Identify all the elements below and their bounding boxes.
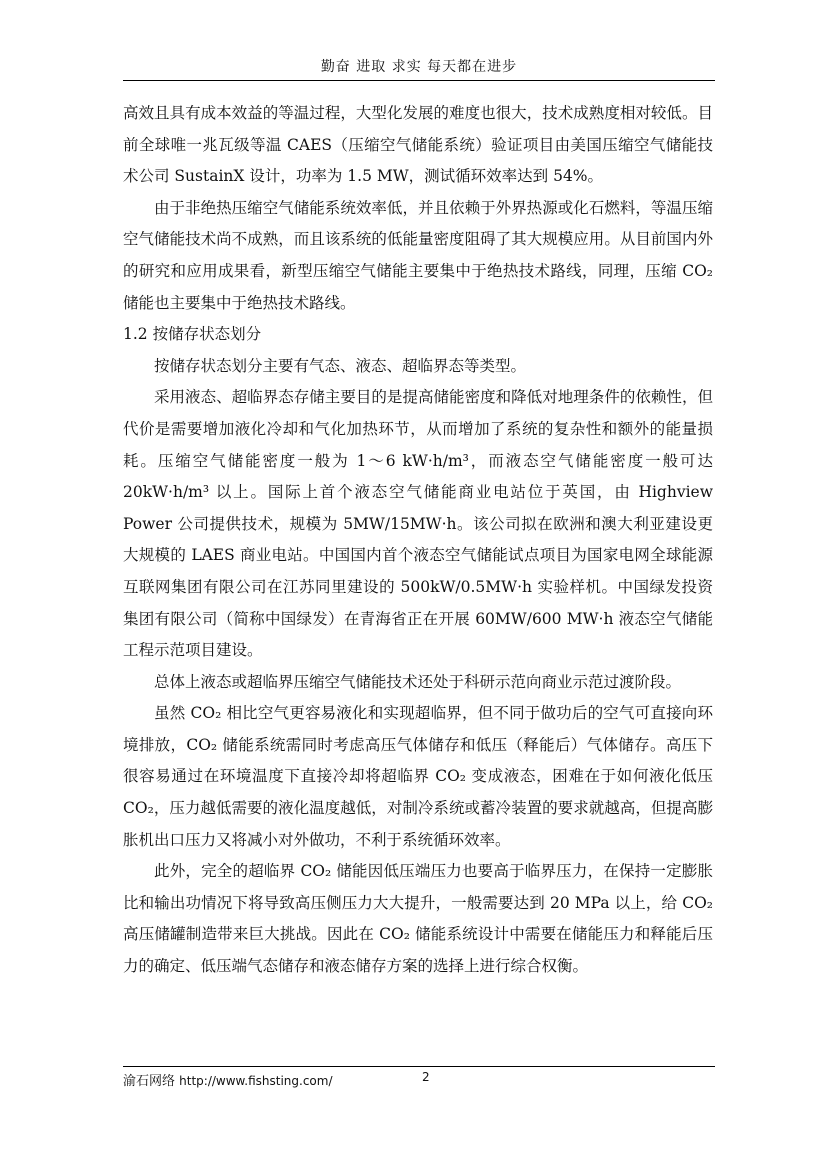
paragraph-7: 此外，完全的超临界 CO₂ 储能因低压端压力也要高于临界压力，在保持一定膨胀比和输出功情况下将导致高压侧压力大大提升，一般需要达到 20 MPa 以上，给 CO₂ 高压储罐制造带来巨大挑战。因此在 CO₂ 储能系统设计中需要在储能压力和释能后压力的确定、低压端气态储存和液态储存方案的选择上进行综合权衡。 <box>123 862 713 976</box>
header-divider <box>123 80 715 81</box>
footer-url[interactable]: http://www.fishsting.com/ <box>179 1074 333 1088</box>
footer-divider <box>123 1066 715 1067</box>
page-header: 勤奋 进取 求实 每天都在进步 <box>320 59 518 75</box>
paragraph-5: 总体上液态或超临界压缩空气储能技术还处于科研示范向商业示范过渡阶段。 <box>154 672 682 691</box>
page-footer <box>123 1070 430 1089</box>
paragraph-1: 高效且具有成本效益的等温过程，大型化发展的难度也很大，技术成熟度相对较低。目前全球唯一兆瓦级等温 CAES（压缩空气储能系统）验证项目由美国压缩空气储能技术公司 SustainX 设计，功率为 1.5 MW，测试循环效率达到 54%。 <box>123 104 713 186</box>
page-number: 2 <box>422 1070 430 1084</box>
paragraph-2: 由于非绝热压缩空气储能系统效率低，并且依赖于外界热源或化石燃料，等温压缩空气储能技术尚不成熟，而且该系统的低能量密度阻碍了其大规模应用。从目前国内外的研究和应用成果看，新型压缩空气储能主要集中于绝热技术路线，同理，压缩 CO₂ 储能也主要集中于绝热技术路线。 <box>123 198 713 312</box>
paragraph-3: 按储存状态划分主要有气态、液态、超临界态等类型。 <box>154 356 527 375</box>
paragraph-6: 虽然 CO₂ 相比空气更容易液化和实现超临界，但不同于做功后的空气可直接向环境排放，CO₂ 储能系统需同时考虑高压气体储存和低压（释能后）气体储存。高压下很容易通过在环境温度下直接冷却将超临界 CO₂ 变成液态，困难在于如何液化低压 CO₂，压力越低需要的液化温度越低，对制冷系统或蓄冷装置的要求就越高，但提高膨胀机出口压力又将减小对外做功，不利于系统循环效率。 <box>123 704 713 849</box>
document-body <box>123 98 713 983</box>
paragraph-4: 采用液态、超临界态存储主要目的是提高储能密度和降低对地理条件的依赖性，但代价是需要增加液化冷却和气化加热环节，从而增加了系统的复杂性和额外的能量损耗。压缩空气储能密度一般为 1～6 kW·h/m³，而液态空气储能密度一般可达 20kW·h/m³ 以上。国际上首个液态空气储能商业电站位于英国，由 Highview Power 公司提供技术，规模为 5MW/15MW·h。该公司拟在欧洲和澳大利亚建设更大规模的 LAES 商业电站。中国国内首个液态空气储能试点项目为国家电网全球能源互联网集团有限公司在江苏同里建设的 500kW/0.5MW·h 实验样机。中国绿发投资集团有限公司（简称中国绿发）在青海省正在开展 60MW/600 MW·h 液态空气储能工程示范项目建设。 <box>123 388 713 660</box>
section-heading: 1.2 按储存状态划分 <box>123 325 262 344</box>
footer-site-name: 渝石网络 <box>123 1074 176 1089</box>
